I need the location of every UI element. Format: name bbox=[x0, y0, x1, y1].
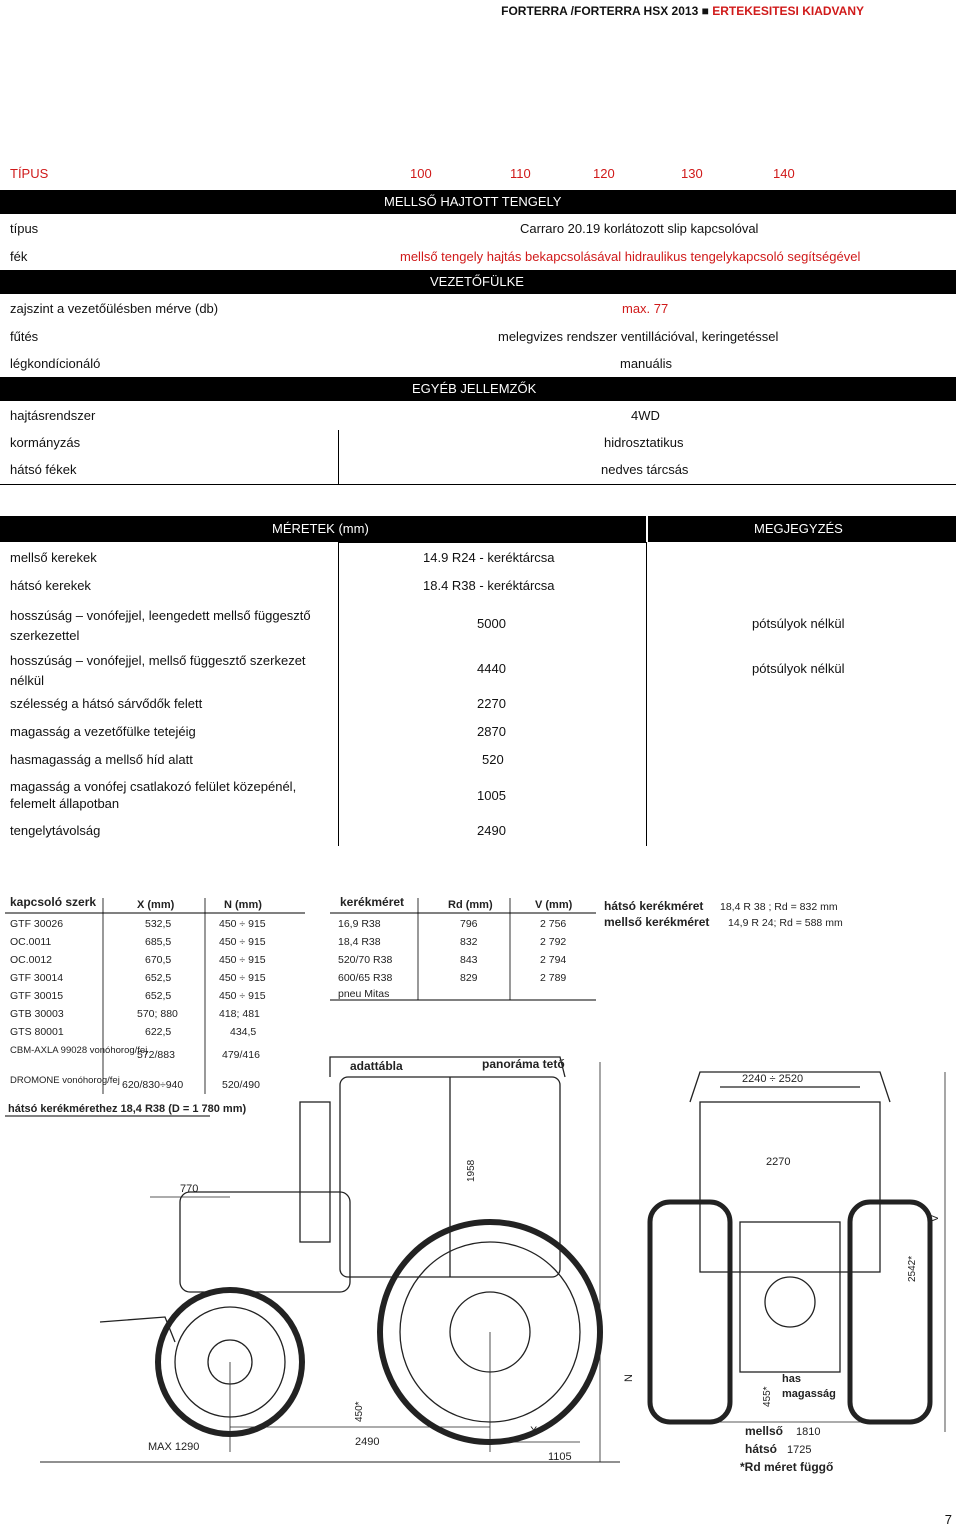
wheel-row-3-v: 2 789 bbox=[540, 972, 567, 984]
label-magassag: magasság bbox=[782, 1388, 836, 1400]
noise-value: max. 77 bbox=[622, 301, 669, 316]
section-bar-other bbox=[0, 377, 956, 401]
rear-wheel-size-label: hátsó kerékméret bbox=[604, 899, 704, 913]
dim-n: N bbox=[623, 1374, 635, 1382]
type-120: 120 bbox=[593, 166, 615, 181]
front-wheel-size-label: mellső kerékméret bbox=[604, 915, 710, 929]
coupler-row-2-name: OC.0012 bbox=[10, 954, 53, 966]
front-wheel-size-value: 14,9 R 24; Rd = 588 mm bbox=[728, 917, 843, 929]
axle-type-value: Carraro 20.19 korlátozott slip kapcsolóval bbox=[520, 221, 759, 236]
types-label: TÍPUS bbox=[10, 166, 49, 181]
divider bbox=[338, 542, 339, 846]
rear-brakes-value: nedves tárcsás bbox=[601, 462, 689, 477]
wheel-row-4-size: pneu Mitas bbox=[338, 988, 390, 1000]
length-with-hitch-value: 5000 bbox=[477, 616, 506, 631]
coupler-row-5-name: GTB 30003 bbox=[10, 1008, 64, 1020]
type-110: 110 bbox=[510, 166, 531, 181]
label-rear: hátsó bbox=[745, 1442, 778, 1456]
coupler-row-8-n: 520/490 bbox=[222, 1079, 260, 1091]
type-100: 100 bbox=[410, 166, 432, 181]
wheel-row-1-rd: 832 bbox=[460, 936, 478, 948]
axle-type-label: típus bbox=[10, 221, 39, 236]
width-value: 2270 bbox=[477, 696, 506, 711]
coupler-row-4-x: 652,5 bbox=[145, 990, 172, 1002]
coupler-row-2-n: 450 ÷ 915 bbox=[219, 954, 266, 966]
cab-height-value: 2870 bbox=[477, 724, 506, 739]
coupler-row-0-name: GTF 30026 bbox=[10, 918, 64, 930]
coupler-row-1-n: 450 ÷ 915 bbox=[219, 936, 266, 948]
wheel-row-3-rd: 829 bbox=[460, 972, 478, 984]
coupler-row-6-n: 434,5 bbox=[230, 1026, 257, 1038]
length-without-hitch-label: hosszúság – vonófejjel, mellső függesztő szerkezet nélkül bbox=[10, 653, 306, 688]
divider bbox=[0, 484, 956, 485]
header-model: FORTERRA /FORTERRA HSX 2013 bbox=[501, 4, 699, 18]
coupler-row-5-x: 570; 880 bbox=[137, 1008, 178, 1020]
coupler-row-0-x: 532,5 bbox=[145, 918, 172, 930]
dim-455: 455* bbox=[762, 1386, 773, 1407]
type-130: 130 bbox=[681, 166, 703, 181]
coupler-row-8-x: 620/830÷940 bbox=[122, 1079, 184, 1091]
clearance-label: hasmagasság a mellső híd alatt bbox=[10, 752, 193, 767]
length-with-hitch-note: pótsúlyok nélkül bbox=[752, 616, 845, 631]
drive-value: 4WD bbox=[631, 408, 660, 423]
coupler-row-3-name: GTF 30014 bbox=[10, 972, 64, 984]
noise-label: zajszint a vezetőülésben mérve (db) bbox=[10, 301, 219, 316]
dim-770: 770 bbox=[180, 1183, 199, 1195]
type-140: 140 bbox=[773, 166, 795, 181]
coupler-row-3-x: 652,5 bbox=[145, 972, 172, 984]
wheel-row-0-rd: 796 bbox=[460, 918, 478, 930]
rear-wheel-size-value: 18,4 R 38 ; Rd = 832 mm bbox=[720, 901, 838, 913]
brake-label: fék bbox=[10, 249, 28, 264]
coupler-row-0-n: 450 ÷ 915 bbox=[219, 918, 266, 930]
ac-label: légkondícionáló bbox=[10, 356, 101, 371]
length-without-hitch-value: 4440 bbox=[477, 661, 506, 676]
section-title-front-axle: MELLSŐ HAJTOTT TENGELY bbox=[384, 194, 562, 209]
ac-value: manuális bbox=[620, 356, 673, 371]
callout-panorama-roof: panoráma tető bbox=[482, 1057, 565, 1071]
dim-max-1290: MAX 1290 bbox=[148, 1441, 200, 1453]
dim-2490: 2490 bbox=[355, 1436, 380, 1448]
length-without-hitch-note: pótsúlyok nélkül bbox=[752, 661, 845, 676]
wheelbase-label: tengelytávolság bbox=[10, 823, 101, 838]
length-with-hitch-label: hosszúság – vonófejjel, leengedett mellső függesztő szerkezettel bbox=[10, 608, 311, 643]
section-title-notes: MEGJEGYZÉS bbox=[754, 521, 843, 536]
wheel-row-3-size: 600/65 R38 bbox=[338, 972, 393, 984]
coupler-row-4-name: GTF 30015 bbox=[10, 990, 64, 1002]
wheel-row-1-v: 2 792 bbox=[540, 936, 567, 948]
coupler-header-x: X (mm) bbox=[137, 899, 175, 911]
wheel-row-2-v: 2 794 bbox=[540, 954, 567, 966]
wheel-header-size: kerékméret bbox=[340, 895, 405, 909]
callout-data-plate: adattábla bbox=[350, 1059, 403, 1073]
hitch-height-value: 1005 bbox=[477, 788, 506, 803]
page-number: 7 bbox=[944, 1512, 952, 1527]
dim-450: 450* bbox=[354, 1401, 365, 1422]
wheel-header-rd: Rd (mm) bbox=[448, 899, 493, 911]
rear-wheels-label: hátsó kerekek bbox=[10, 578, 91, 593]
section-title-other: EGYÉB JELLEMZŐK bbox=[412, 381, 537, 396]
wheel-row-2-rd: 843 bbox=[460, 954, 478, 966]
coupler-header-name: kapcsoló szerk bbox=[10, 895, 97, 909]
coupler-header-n: N (mm) bbox=[224, 899, 262, 911]
front-wheels-label: mellső kerekek bbox=[10, 550, 97, 565]
divider bbox=[646, 516, 648, 542]
coupler-row-1-name: OC.0011 bbox=[10, 936, 52, 948]
section-bar-front-axle bbox=[0, 190, 956, 214]
coupler-row-5-n: 418; 481 bbox=[219, 1008, 260, 1020]
wheelbase-value: 2490 bbox=[477, 823, 506, 838]
drive-label: hajtásrendszer bbox=[10, 408, 96, 423]
label-front: mellső bbox=[745, 1424, 784, 1438]
coupler-row-6-name: GTS 80001 bbox=[10, 1026, 64, 1038]
heating-label: fűtés bbox=[10, 329, 39, 344]
coupler-table bbox=[5, 895, 305, 1116]
clearance-value: 520 bbox=[482, 752, 504, 767]
wheel-row-0-size: 16,9 R38 bbox=[338, 918, 381, 930]
coupler-row-7-name: CBM-AXLA 99028 vonóhorog/fej bbox=[10, 1045, 148, 1056]
coupler-row-6-x: 622,5 bbox=[145, 1026, 172, 1038]
heating-value: melegvizes rendszer ventillációval, keringetéssel bbox=[498, 329, 779, 344]
section-bar-cab bbox=[0, 270, 956, 294]
steering-label: kormányzás bbox=[10, 435, 81, 450]
page-header bbox=[501, 4, 864, 18]
value-front: 1810 bbox=[796, 1426, 821, 1438]
brake-value: mellső tengely hajtás bekapcsolásával hidraulikus tengelykapcsoló segítségével bbox=[400, 249, 861, 264]
coupler-row-3-n: 450 ÷ 915 bbox=[219, 972, 266, 984]
width-label: szélesség a hátsó sárvődők felett bbox=[10, 696, 203, 711]
dim-x: X bbox=[530, 1425, 538, 1437]
header-bullet: ■ bbox=[701, 4, 709, 18]
dim-track-range: 2240 ÷ 2520 bbox=[742, 1073, 804, 1085]
rd-note: *Rd méret függő bbox=[740, 1460, 834, 1474]
divider bbox=[338, 430, 339, 484]
dim-1105: 1105 bbox=[548, 1451, 572, 1463]
hitch-height-label: magasság a vonófej csatlakozó felület közepénél, felemelt állapotban bbox=[10, 779, 297, 811]
wheel-header-v: V (mm) bbox=[535, 899, 573, 911]
coupler-row-2-x: 670,5 bbox=[145, 954, 172, 966]
label-has: has bbox=[782, 1373, 801, 1385]
rear-brakes-label: hátsó fékek bbox=[10, 462, 77, 477]
dim-2542: 2542* bbox=[907, 1255, 918, 1282]
wheel-table bbox=[330, 895, 596, 1000]
coupler-row-4-n: 450 ÷ 915 bbox=[219, 990, 266, 1002]
coupler-row-7-x: 572/883 bbox=[137, 1049, 175, 1061]
coupler-row-1-x: 685,5 bbox=[145, 936, 172, 948]
coupler-row-7-n: 479/416 bbox=[222, 1049, 260, 1061]
wheel-row-2-size: 520/70 R38 bbox=[338, 954, 393, 966]
section-bar-dimensions bbox=[0, 516, 956, 542]
tractor-side-view bbox=[40, 1057, 620, 1462]
steering-value: hidrosztatikus bbox=[604, 435, 684, 450]
front-wheels-value: 14.9 R24 - keréktárcsa bbox=[423, 550, 555, 565]
divider bbox=[338, 542, 646, 543]
coupler-row-8-name: DROMONE vonóhorog/fej bbox=[10, 1075, 120, 1086]
dim-v: V bbox=[929, 1214, 941, 1222]
value-rear: 1725 bbox=[787, 1444, 812, 1456]
section-title-cab: VEZETŐFÜLKE bbox=[430, 274, 524, 289]
wheel-row-1-size: 18,4 R38 bbox=[338, 936, 381, 948]
wheel-row-0-v: 2 756 bbox=[540, 918, 567, 930]
header-publication: ERTEKESITESI KIADVANY bbox=[712, 4, 864, 18]
section-title-dimensions: MÉRETEK (mm) bbox=[272, 521, 369, 536]
tractor-technical-drawing bbox=[0, 862, 960, 1482]
coupler-footer: hátsó kerékmérethez 18,4 R38 (D = 1 780 mm) bbox=[8, 1103, 247, 1115]
dim-1958: 1958 bbox=[466, 1159, 477, 1182]
cab-height-label: magasság a vezetőfülke tetejéig bbox=[10, 724, 196, 739]
rear-wheels-value: 18.4 R38 - keréktárcsa bbox=[423, 578, 555, 593]
divider bbox=[646, 542, 647, 846]
dim-2270: 2270 bbox=[766, 1156, 791, 1168]
